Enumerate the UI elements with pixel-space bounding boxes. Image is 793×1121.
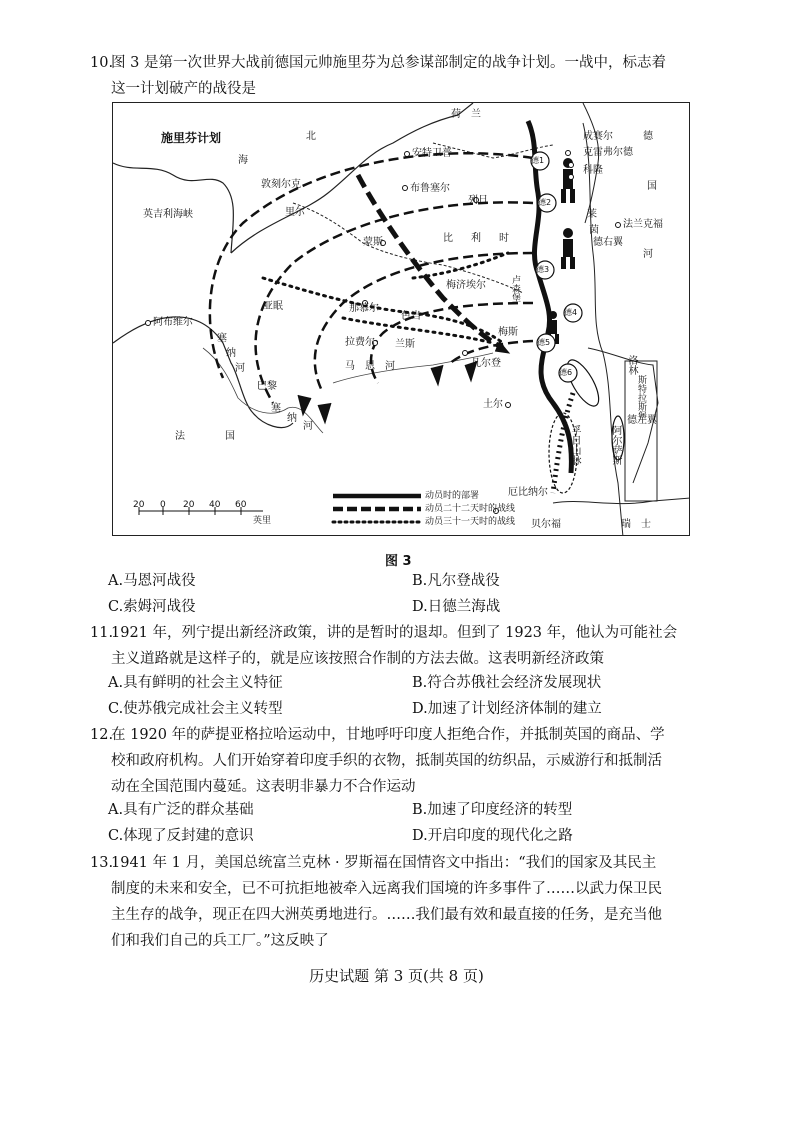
map-label-toul: 土尔 <box>483 399 503 410</box>
map-label-vosges: 孚日山脉 <box>569 425 580 465</box>
map-label-rhine-3: 河 <box>643 249 653 260</box>
map-label-metz: 梅斯 <box>498 327 518 338</box>
map-label-koln: 科隆 <box>583 165 603 176</box>
map-label-sea: 海 <box>238 155 248 166</box>
map-label-antwerp: 安特卫普 <box>412 148 452 159</box>
question-stem-line: 在 1920 年的萨提亚格拉哈运动中，甘地呼吁印度人拒绝合作，并抵制英国的商品、学 <box>111 727 665 743</box>
legend-label: 动员二十二天时的战线 <box>425 504 516 514</box>
map-label-strasbourg: 斯特拉斯堡 <box>636 375 646 420</box>
map-label-marne: 马 恩 河 <box>345 361 395 372</box>
map-label-german-left: 德左翼 <box>627 415 657 426</box>
map-label-brussels: 布鲁塞尔 <box>410 183 450 194</box>
map-label-verdun: 凡尔登 <box>471 358 501 369</box>
option-a[interactable]: A.具有广泛的群众基础 <box>108 802 254 818</box>
map-label-seine-3: 河 <box>235 363 245 374</box>
question-stem-line: 这一计划破产的战役是 <box>111 81 256 97</box>
arrow-head <box>431 365 443 385</box>
map-label-germany-1: 德 <box>643 131 653 142</box>
army-label: 德4 <box>564 308 578 317</box>
question-11 <box>90 620 705 672</box>
option-d[interactable]: D.开启印度的现代化之路 <box>412 828 573 844</box>
map-label-paris: 巴黎 <box>257 381 277 392</box>
question-13 <box>90 850 705 954</box>
map-label-swiss: 瑞 士 <box>621 519 651 530</box>
figure-caption: 图 3 <box>385 554 412 569</box>
belgium-border <box>293 203 523 293</box>
map-label-amiens: 亚眠 <box>263 301 283 312</box>
question-number: 10. <box>90 55 114 71</box>
question-12 <box>90 722 705 800</box>
swiss-border <box>553 498 690 504</box>
question-number: 12. <box>90 727 114 743</box>
map-label-seine-lower-3: 河 <box>303 421 313 432</box>
map-title: 施里芬计划 <box>161 131 222 145</box>
map-label-liege: 列日 <box>468 195 488 206</box>
map-label-alsace: 阿尔萨斯 <box>610 425 621 465</box>
map-label-belgium-2: 利 <box>471 233 481 244</box>
map-label-rhine-2: 茵 <box>589 225 599 236</box>
option-a[interactable]: A.马恩河战役 <box>108 573 196 589</box>
map-label-seine-1: 塞 <box>217 333 227 344</box>
option-a[interactable]: A.具有鲜明的社会主义特征 <box>108 675 283 691</box>
question-stem-line: 校和政府机构。人们开始穿着印度手织的衣物，抵制英国的纺织品，示威游行和抵制活 <box>111 753 662 769</box>
map-label-seine-2: 纳 <box>226 348 236 359</box>
map-label-mons: 蒙斯 <box>363 237 383 248</box>
scale-tick: 40 <box>209 500 221 510</box>
day31-line-3 <box>413 253 508 278</box>
arrow-head <box>318 403 331 423</box>
map-label-belfort: 贝尔福 <box>531 519 561 530</box>
question-number: 13. <box>90 855 114 871</box>
map-label-reims: 兰斯 <box>395 339 415 350</box>
map-label-sedan: 色当 <box>401 311 421 322</box>
scale-tick: 20 <box>133 500 145 510</box>
scale-unit: 英里 <box>253 516 272 526</box>
map-label-frankfurt: 法兰克福 <box>623 219 663 230</box>
option-c[interactable]: C.体现了反封建的意识 <box>108 828 254 844</box>
question-stem-line: 主义道路就是这样子的，就是应该按照合作制的方法去做。这表明新经济政策 <box>111 651 604 667</box>
question-stem-line: 图 3 是第一次世界大战前德国元帅施里芬为总参谋部制定的战争计划。一战中，标志着 <box>111 55 666 71</box>
map-label-mezieres: 梅济埃尔 <box>446 280 486 291</box>
channel-coast <box>113 317 293 428</box>
rhine-river <box>583 123 623 536</box>
army-label: 德2 <box>538 198 552 207</box>
german-border <box>583 103 599 223</box>
map-label-reims-area: 拉费尔 <box>345 337 375 348</box>
arrow-head <box>298 395 311 415</box>
question-stem-line: 1921 年，列宁提出新经济政策，讲的是暂时的退却。但到了 1923 年，他认为可能社会 <box>111 625 678 641</box>
legend-label: 动员三十一天时的战线 <box>425 517 516 527</box>
question-stem-line: 制度的未来和安全，已不可抗拒地被牵入远离我们国境的许多事件了……以武力保卫民 <box>111 881 662 897</box>
map-label-seine-lower-2: 纳 <box>287 413 297 424</box>
map-label-german-right: 德右翼 <box>593 237 623 248</box>
map-label-lorraine: 洛林 <box>626 355 637 375</box>
map-label-english-channel: 英吉利海峡 <box>143 209 193 220</box>
map-label-abbeville: 阿布维尔 <box>153 317 193 328</box>
army-label: 德6 <box>559 368 573 377</box>
english-coast <box>113 163 233 253</box>
map-label-luxembourg: 卢森堡 <box>510 275 520 302</box>
option-d[interactable]: D.加速了计划经济体制的建立 <box>412 701 602 717</box>
army-label: 德1 <box>531 156 545 165</box>
question-number: 11. <box>90 625 114 641</box>
map-label-lafere: 那慕尔 <box>349 303 379 314</box>
map-label-cologne: 成赛尔 <box>583 131 613 142</box>
question-stem-line: 动在全国范围内蔓延。这表明非暴力不合作运动 <box>111 779 416 795</box>
option-c[interactable]: C.使苏俄完成社会主义转型 <box>108 701 283 717</box>
map-label-belgium-1: 比 <box>443 233 453 244</box>
soldier-icon <box>561 228 575 269</box>
legend-label: 动员时的部署 <box>425 491 480 501</box>
question-10 <box>90 50 705 102</box>
question-stem-line: 1941 年 1 月，美国总统富兰克林 · 罗斯福在国情咨文中指出：“我们的国家及其民主 <box>111 855 657 871</box>
scale-tick: 20 <box>183 500 195 510</box>
scale-tick: 60 <box>235 500 247 510</box>
question-stem-line: 主生存的战争，现正在四大洲英勇地进行。……我们最有效和最直接的任务，是充当他 <box>111 907 662 923</box>
map-label-epinal: 厄比纳尔 <box>508 487 548 498</box>
option-b[interactable]: B.凡尔登战役 <box>412 573 500 589</box>
map-label-germany-2: 国 <box>647 181 657 192</box>
map-label-seine-lower-1: 塞 <box>271 403 281 414</box>
option-d[interactable]: D.日德兰海战 <box>412 599 501 615</box>
map-label-belgium-3: 时 <box>499 233 509 244</box>
map-label-crefeld: 克雷弗尔德 <box>583 147 633 158</box>
option-c[interactable]: C.索姆河战役 <box>108 599 196 615</box>
option-b[interactable]: B.符合苏俄社会经济发展现状 <box>412 675 602 691</box>
map-label-rhine-1: 莱 <box>587 209 597 220</box>
army-label: 德5 <box>537 338 551 347</box>
army-label: 德3 <box>536 265 550 274</box>
page-footer: 历史试题 第 3 页(共 8 页) <box>309 967 484 985</box>
map-label-dunkirk: 敦刻尔克 <box>261 179 301 190</box>
option-b[interactable]: B.加速了印度经济的转型 <box>412 802 573 818</box>
question-stem-line: 们和我们自己的兵工厂。”这反映了 <box>111 933 329 949</box>
map-label-lille: 里尔 <box>285 207 305 218</box>
schlieffen-plan-map <box>112 102 690 536</box>
map-label-netherlands: 荷 兰 <box>451 109 481 120</box>
map-label-north: 北 <box>306 131 316 142</box>
map-label-france: 法 国 <box>175 431 235 442</box>
scale-tick: 0 <box>160 500 166 510</box>
